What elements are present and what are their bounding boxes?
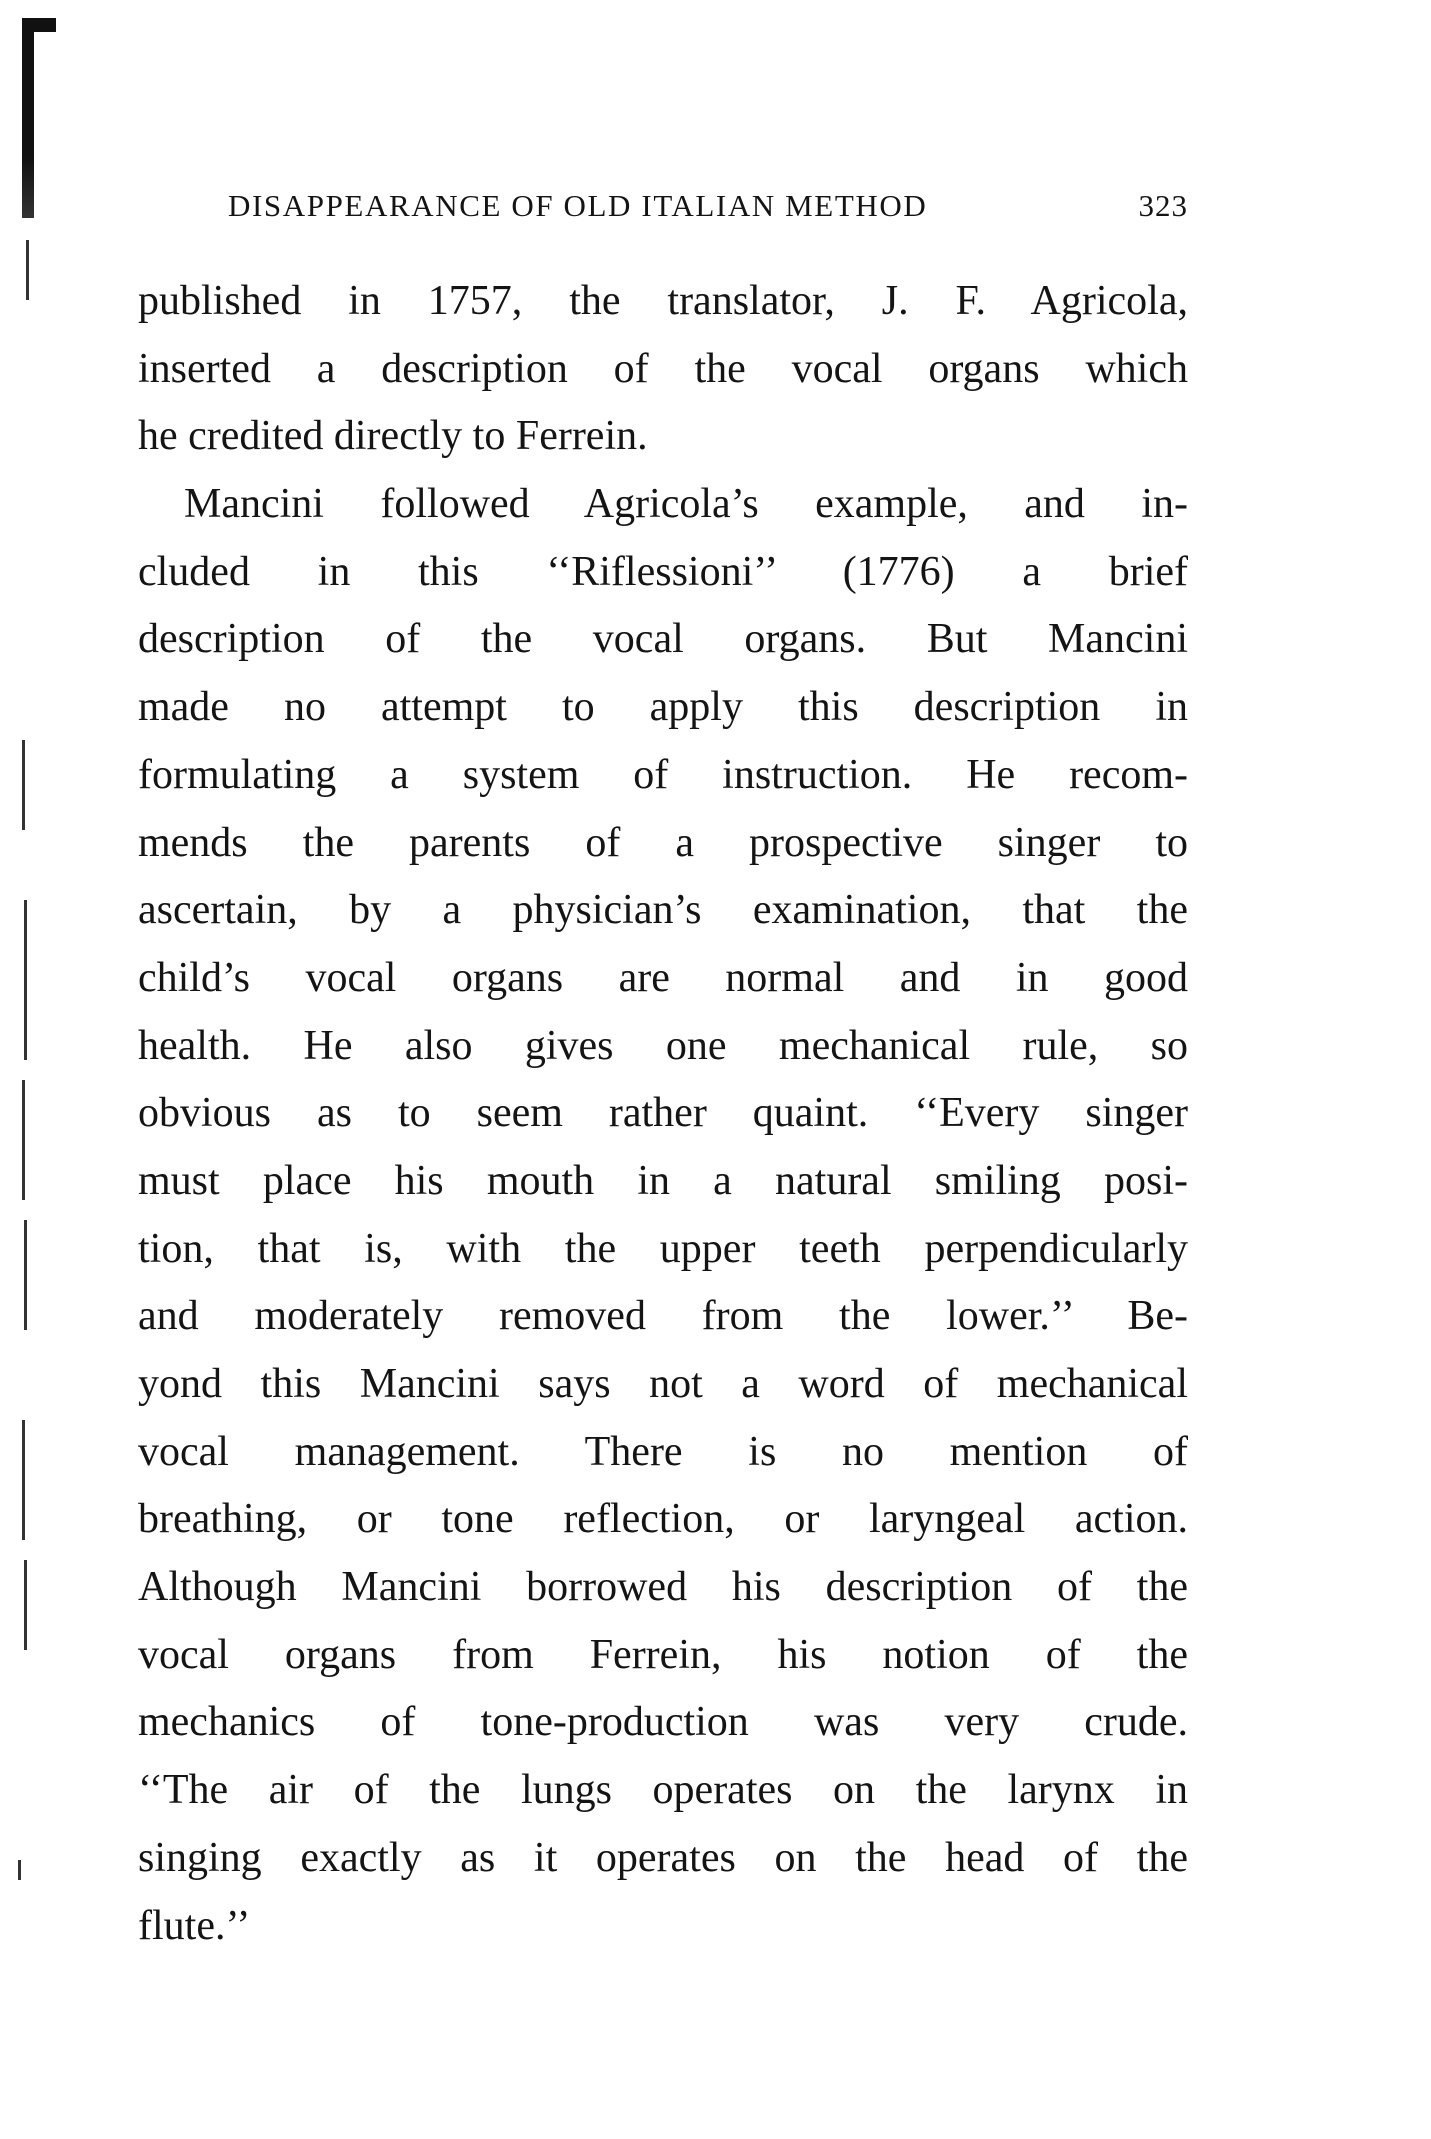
running-head-title: DISAPPEARANCE OF OLD ITALIAN METHOD xyxy=(228,188,928,223)
binding-edge-mark xyxy=(26,240,29,300)
text-line: ‘‘The air of the lungs operates on the larynx in xyxy=(138,1767,1188,1814)
text-line: Mancini followed Agricola’s example, and in- xyxy=(184,481,1188,528)
text-line: cluded in this ‘‘Riflessioni’’ (1776) a brief xyxy=(138,548,1188,595)
running-head xyxy=(228,188,1188,228)
text-line: he credited directly to Ferrein. xyxy=(138,413,648,460)
text-line: description of the vocal organs. But Mancini xyxy=(138,616,1188,663)
text-line: must place his mouth in a natural smiling posi- xyxy=(138,1157,1188,1204)
text-line: inserted a description of the vocal organs which xyxy=(138,345,1188,392)
page-number: 323 xyxy=(1138,188,1188,223)
binding-edge-mark xyxy=(22,740,25,830)
text-line: vocal management. There is no mention of xyxy=(138,1428,1188,1475)
text-line: formulating a system of instruction. He recom- xyxy=(138,751,1188,798)
binding-edge-mark xyxy=(22,1420,25,1540)
text-line: singing exactly as it operates on the head of the xyxy=(138,1834,1188,1881)
text-line: tion, that is, with the upper teeth perpendicularly xyxy=(138,1225,1188,1272)
text-line: breathing, or tone reflection, or laryngeal action. xyxy=(138,1496,1188,1543)
text-line: made no attempt to apply this description in xyxy=(138,684,1188,731)
text-line: and moderately removed from the lower.’’ Be- xyxy=(138,1293,1188,1340)
binding-edge-mark xyxy=(24,900,27,1060)
text-line: ascertain, by a physician’s examination, that the xyxy=(138,887,1188,934)
binding-edge-mark xyxy=(18,1860,21,1880)
text-line: published in 1757, the translator, J. F. Agricola, xyxy=(138,278,1188,324)
text-line: mends the parents of a prospective singer to xyxy=(138,819,1188,866)
binding-edge-mark xyxy=(24,1560,27,1650)
text-line: Although Mancini borrowed his description of the xyxy=(138,1564,1188,1611)
text-line: child’s vocal organs are normal and in good xyxy=(138,954,1188,1001)
text-line: flute.’’ xyxy=(138,1902,251,1949)
text-line: vocal organs from Ferrein, his notion of the xyxy=(138,1631,1188,1678)
text-line: yond this Mancini says not a word of mechanical xyxy=(138,1361,1188,1407)
body-text xyxy=(138,268,1188,1960)
binding-shadow-bar xyxy=(22,18,34,218)
text-line: mechanics of tone-production was very crude. xyxy=(138,1699,1188,1746)
text-line: health. He also gives one mechanical rule, so xyxy=(138,1022,1188,1069)
binding-edge-mark xyxy=(24,1220,27,1330)
binding-edge-mark xyxy=(22,1080,25,1200)
text-line: obvious as to seem rather quaint. ‘‘Every singer xyxy=(138,1090,1188,1137)
